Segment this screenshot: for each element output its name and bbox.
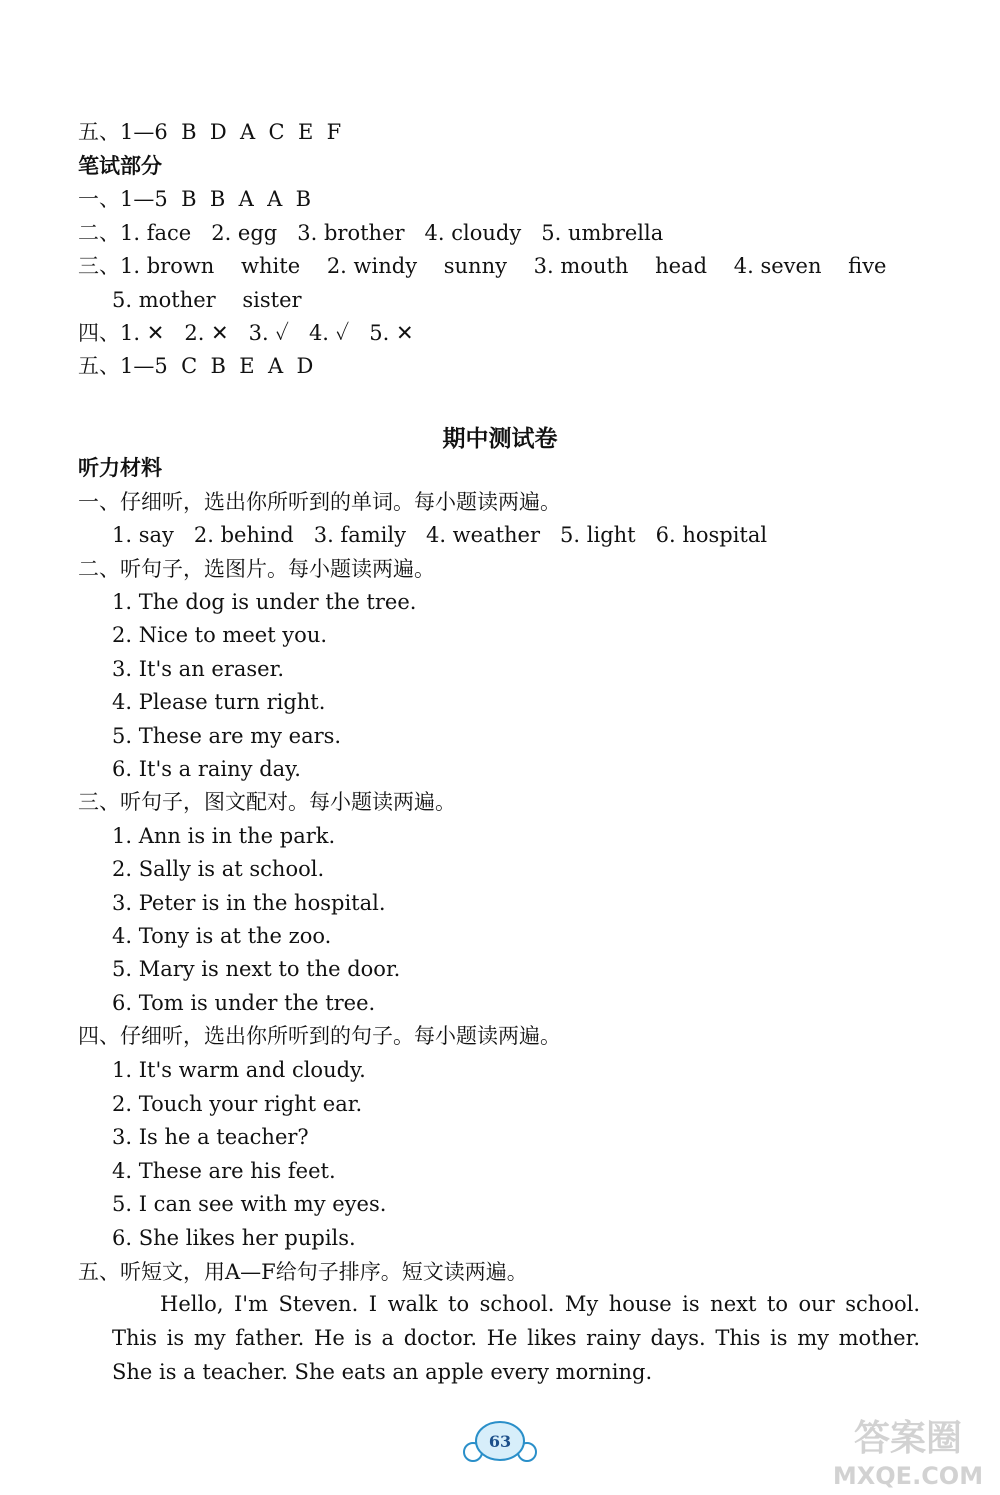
q3-item: 6. Tom is under the tree. <box>112 991 376 1015</box>
written-section-heading: 笔试部分 <box>78 154 162 178</box>
q2-item: 6. It's a rainy day. <box>112 757 301 781</box>
watermark-url: MXQE.COM <box>832 1462 984 1490</box>
q3-item: 3. Peter is in the hospital. <box>112 891 386 915</box>
watermark-logo <box>822 1408 994 1490</box>
q1-heading: 一、仔细听，选出你所听到的单词。每小题读两遍。 <box>78 490 561 514</box>
q2-item: 5. These are my ears. <box>112 724 342 748</box>
q1-words: 1. say 2. behind 3. family 4. weather 5. light 6. hospital <box>112 523 768 547</box>
page-number-badge <box>462 1420 538 1464</box>
q2-heading: 二、听句子，选图片。每小题读两遍。 <box>78 557 435 581</box>
q3-heading: 三、听句子，图文配对。每小题读两遍。 <box>78 790 456 814</box>
q4-item: 4. These are his feet. <box>112 1159 336 1183</box>
q4-item: 2. Touch your right ear. <box>112 1092 363 1116</box>
q4-item: 5. I can see with my eyes. <box>112 1192 387 1216</box>
written-answer-2: 二、1. face 2. egg 3. brother 4. cloudy 5. umbrella <box>78 221 664 245</box>
q2-item: 3. It's an eraser. <box>112 657 284 681</box>
q5-heading: 五、听短文，用A—F给句子排序。短文读两遍。 <box>78 1260 528 1284</box>
q3-item: 4. Tony is at the zoo. <box>112 924 332 948</box>
q3-item: 1. Ann is in the park. <box>112 824 336 848</box>
written-answer-5: 五、1—5 C B E A D <box>78 354 314 378</box>
listening-heading: 听力材料 <box>78 456 162 480</box>
written-answer-1: 一、1—5 B B A A B <box>78 187 312 211</box>
q2-item: 4. Please turn right. <box>112 690 326 714</box>
written-answer-3b: 5. mother sister <box>112 288 302 312</box>
written-answer-4: 四、1. ✕ 2. ✕ 3. ✓ 4. ✓ 5. ✕ <box>78 321 414 345</box>
q4-item: 6. She likes her pupils. <box>112 1226 356 1250</box>
q3-item: 5. Mary is next to the door. <box>112 957 401 981</box>
q4-heading: 四、仔细听，选出你所听到的句子。每小题读两遍。 <box>78 1024 561 1048</box>
midterm-title: 期中测试卷 <box>442 426 558 452</box>
page-number: 63 <box>488 1432 512 1451</box>
q2-item: 2. Nice to meet you. <box>112 623 328 647</box>
written-answer-3: 三、1. brown white 2. windy sunny 3. mouth head 4. seven five <box>78 254 887 278</box>
q5-passage: Hello, I'm Steven. I walk to school. My house is next to our school. This is my father. He is a doctor. He likes rainy days. This is my mother. She is a teacher. She eats an apple every morning. <box>112 1292 920 1384</box>
watermark-text: 答案圈 <box>853 1418 963 1459</box>
q3-item: 2. Sally is at school. <box>112 857 325 881</box>
q4-item: 1. It's warm and cloudy. <box>112 1058 366 1082</box>
q4-item: 3. Is he a teacher? <box>112 1125 309 1149</box>
q2-item: 1. The dog is under the tree. <box>112 590 417 614</box>
answer-line-5: 五、1—6 B D A C E F <box>78 120 342 144</box>
